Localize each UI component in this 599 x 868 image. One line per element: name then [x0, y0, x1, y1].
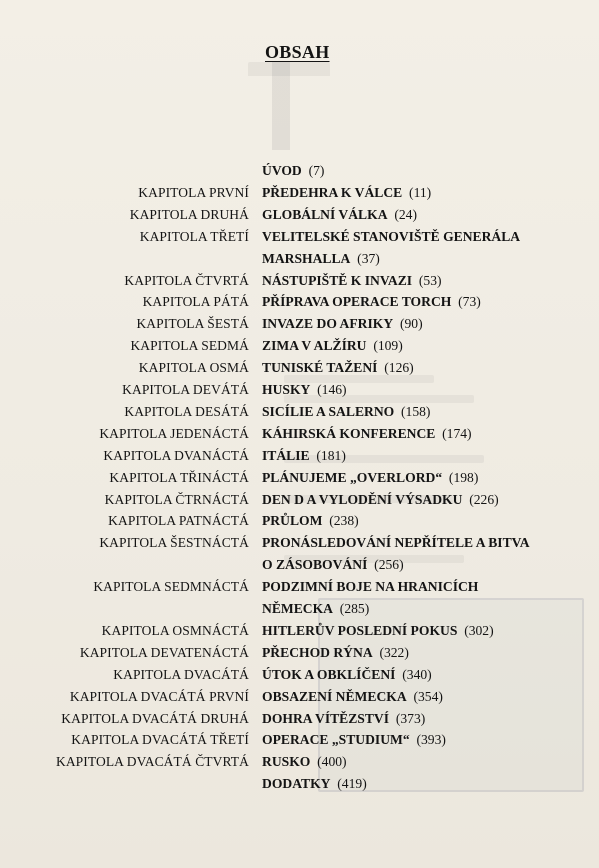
toc-entry: [0, 467, 599, 491]
page-number: (181): [309, 447, 346, 463]
chapter-label: KAPITOLA DEVATENÁCTÁ: [79, 644, 249, 660]
page-number: (73): [451, 294, 481, 310]
page-number: (340): [395, 666, 432, 682]
chapter-title: [262, 751, 347, 773]
toc-entry: [0, 532, 599, 573]
toc-entry: [0, 642, 599, 666]
page-number: (7): [301, 163, 325, 178]
chapter-title-text: ÚVOD: [262, 163, 302, 178]
toc-entry: [0, 510, 599, 534]
chapter-label: KAPITOLA DVACÁTÁ PRVNÍ: [69, 688, 249, 704]
toc-entry: [0, 401, 599, 425]
chapter-title-text: PLÁNUJEME „OVERLORD“: [262, 469, 443, 485]
chapter-title: [262, 510, 359, 532]
chapter-label: KAPITOLA TŘINÁCTÁ: [109, 469, 249, 485]
toc-entry: [0, 751, 599, 775]
chapter-title: [262, 291, 481, 313]
page-number: (53): [412, 272, 442, 288]
page-number: (285): [333, 600, 370, 616]
chapter-label: KAPITOLA PÁTÁ: [142, 294, 249, 310]
chapter-title-text: OBSAZENÍ NĚMECKA: [262, 688, 407, 704]
show-through-logo: [248, 62, 330, 150]
chapter-title-text: OPERACE „STUDIUM“: [262, 732, 410, 748]
chapter-label: KAPITOLA DRUHÁ: [129, 206, 249, 222]
chapter-title-text: RUSKO: [262, 754, 311, 770]
chapter-label: KAPITOLA PRVNÍ: [138, 184, 249, 200]
toc-entry: [0, 686, 599, 710]
chapter-title-text: PRONÁSLEDOVÁNÍ NEPŘÍTELE A BITVA: [262, 535, 530, 551]
chapter-label: KAPITOLA OSMÁ: [138, 360, 249, 376]
page-number: (109): [366, 338, 403, 354]
chapter-label: KAPITOLA DVANÁCTÁ: [103, 447, 249, 463]
page-number: (226): [462, 491, 499, 507]
toc-entry: [0, 313, 599, 337]
chapter-title-text: PODZIMNÍ BOJE NA HRANICÍCH: [262, 579, 479, 595]
chapter-title: [262, 576, 478, 598]
page-number: (419): [330, 776, 367, 792]
chapter-title: [262, 642, 409, 664]
chapter-label: KAPITOLA DVACÁTÁ ČTVRTÁ: [55, 754, 249, 770]
toc-entry: [0, 773, 599, 797]
chapter-title-text: ZIMA V ALŽÍRU: [262, 338, 367, 354]
chapter-title: [262, 335, 403, 357]
page-number: (158): [394, 403, 431, 419]
page-number: (198): [442, 469, 479, 485]
chapter-title: [262, 379, 347, 401]
chapter-title-text: TUNISKÉ TAŽENÍ: [262, 360, 378, 376]
chapter-title: [262, 620, 494, 642]
chapter-title: [262, 401, 430, 423]
toc-entry: [0, 729, 599, 753]
chapter-label: KAPITOLA TŘETÍ: [139, 228, 249, 244]
chapter-title-text: PŘEDEHRA K VÁLCE: [262, 184, 403, 200]
chapter-title-text: ITÁLIE: [262, 447, 310, 463]
toc-entry: [0, 379, 599, 403]
chapter-title-continuation: [262, 248, 380, 270]
page-number: (256): [367, 557, 404, 573]
chapter-title-text: PŘÍPRAVA OPERACE TORCH: [262, 294, 452, 310]
chapter-title: [262, 686, 443, 708]
toc-entry: [0, 335, 599, 359]
chapter-title-continuation: [262, 554, 404, 576]
page-number: (322): [372, 644, 409, 660]
chapter-title: [262, 270, 442, 292]
toc-entry: [0, 708, 599, 732]
chapter-title-text: DODATKY: [262, 776, 331, 792]
chapter-title-text: NÁSTUPIŠTĚ K INVAZI: [262, 272, 413, 288]
page-number: (174): [435, 425, 472, 441]
toc-entry: [0, 270, 599, 294]
chapter-title: [262, 708, 425, 730]
chapter-label: KAPITOLA SEDMNÁCTÁ: [93, 579, 249, 595]
page-number: (238): [322, 513, 359, 529]
chapter-title-text: PRŮLOM: [262, 513, 323, 529]
chapter-title: [262, 489, 499, 511]
chapter-title: [262, 423, 472, 445]
toc-entry: [0, 204, 599, 228]
chapter-title-text: GLOBÁLNÍ VÁLKA: [262, 206, 388, 222]
chapter-title: [262, 182, 431, 204]
toc-entry: [0, 160, 599, 184]
page-number: (400): [310, 754, 347, 770]
chapter-title: [262, 226, 520, 248]
chapter-title: [262, 445, 346, 467]
chapter-title-continuation-text: NĚMECKA: [262, 600, 333, 616]
chapter-label: KAPITOLA DVACÁTÁ: [113, 666, 249, 682]
page-number: (302): [457, 622, 494, 638]
page-number: (354): [406, 688, 443, 704]
page-number: (146): [310, 382, 347, 397]
toc-entry: [0, 445, 599, 469]
chapter-title-text: DOHRA VÍTĚZSTVÍ: [262, 710, 390, 726]
chapter-title-text: PŘECHOD RÝNA: [262, 644, 373, 660]
toc-entry: [0, 226, 599, 266]
page-number: (393): [409, 732, 446, 748]
chapter-title: [262, 160, 324, 182]
chapter-title: [262, 467, 478, 489]
chapter-label: KAPITOLA OSMNÁCTÁ: [101, 622, 249, 638]
chapter-label: KAPITOLA SEDMÁ: [130, 338, 249, 354]
toc-entry: [0, 423, 599, 447]
chapter-title-text: DEN D A VYLODĚNÍ VÝSADKU: [262, 491, 463, 507]
chapter-title: [262, 773, 367, 795]
page-title: OBSAH: [265, 42, 330, 62]
toc-entry: [0, 291, 599, 315]
chapter-title: [262, 664, 432, 686]
chapter-label: KAPITOLA JEDENÁCTÁ: [99, 425, 249, 441]
chapter-title-continuation-text: MARSHALLA: [262, 250, 351, 266]
page-number: (126): [377, 360, 414, 376]
chapter-title-text: HUSKY: [262, 382, 311, 397]
chapter-label: KAPITOLA ČTVRTÁ: [124, 272, 249, 288]
chapter-title-text: KÁHIRSKÁ KONFERENCE: [262, 425, 436, 441]
chapter-title: [262, 729, 446, 751]
chapter-label: KAPITOLA DESÁTÁ: [124, 403, 249, 419]
chapter-label: KAPITOLA ŠESTÁ: [136, 316, 249, 332]
chapter-title-text: ÚTOK A OBKLÍČENÍ: [262, 666, 396, 682]
chapter-title-continuation-text: O ZÁSOBOVÁNÍ: [262, 557, 368, 573]
toc-entry: [0, 357, 599, 381]
toc-entry: [0, 576, 599, 616]
page-number: (90): [393, 316, 423, 332]
chapter-title-text: VELITELSKÉ STANOVIŠTĚ GENERÁLA: [262, 228, 521, 244]
toc-entry: [0, 620, 599, 644]
chapter-label: KAPITOLA DVACÁTÁ TŘETÍ: [71, 732, 249, 748]
chapter-title: [262, 357, 414, 379]
chapter-label: KAPITOLA DVACÁTÁ DRUHÁ: [61, 710, 249, 726]
chapter-title: [262, 313, 423, 335]
chapter-title: [262, 204, 417, 226]
toc-entry: [0, 489, 599, 513]
chapter-title-text: INVAZE DO AFRIKY: [262, 316, 394, 332]
chapter-title-text: HITLERŮV POSLEDNÍ POKUS: [262, 622, 458, 638]
chapter-label: KAPITOLA PATNÁCTÁ: [108, 513, 249, 529]
chapter-title-text: SICÍLIE A SALERNO: [262, 403, 395, 419]
page-number: (373): [389, 710, 426, 726]
chapter-title: [262, 532, 530, 554]
toc-entry: [0, 182, 599, 206]
toc-entry: [0, 664, 599, 688]
chapter-label: KAPITOLA ŠESTNÁCTÁ: [99, 535, 249, 551]
page-number: (37): [350, 250, 380, 266]
chapter-label: KAPITOLA DEVÁTÁ: [122, 382, 249, 397]
page-number: (24): [387, 206, 417, 222]
chapter-label: KAPITOLA ČTRNÁCTÁ: [104, 491, 249, 507]
page-number: (11): [402, 184, 432, 200]
chapter-title-continuation: [262, 598, 369, 620]
